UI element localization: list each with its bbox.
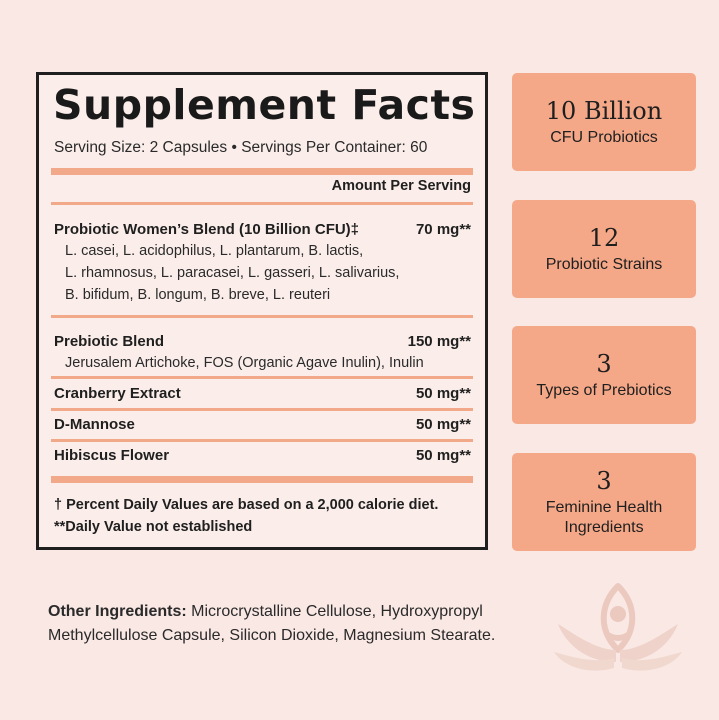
badge-number: 10 Billion bbox=[545, 97, 663, 125]
mannose-row bbox=[54, 416, 471, 433]
amount-header: Amount Per Serving bbox=[331, 178, 471, 194]
mannose-name: D-Mannose bbox=[54, 416, 135, 433]
badge-prebiotics bbox=[512, 326, 696, 424]
badge-label: Feminine Health Ingredients bbox=[545, 499, 663, 536]
divider-thick bbox=[51, 476, 473, 483]
hibiscus-amount: 50 mg** bbox=[415, 447, 471, 464]
footnote-not-established: **Daily Value not established bbox=[54, 519, 253, 535]
divider bbox=[51, 315, 473, 318]
badge-label: Types of Prebiotics bbox=[536, 382, 672, 399]
badge-label: Probiotic Strains bbox=[545, 256, 663, 273]
serving-info: Serving Size: 2 Capsules • Servings Per Container: 60 bbox=[54, 139, 428, 156]
prebiotic-row bbox=[54, 333, 471, 350]
badge-strains bbox=[512, 200, 696, 298]
lotus-icon bbox=[548, 578, 688, 678]
badge-number: 12 bbox=[588, 224, 620, 252]
probiotic-strains-1: L. casei, L. acidophilus, L. plantarum, B. lactis, bbox=[65, 243, 364, 259]
hibiscus-name: Hibiscus Flower bbox=[54, 447, 170, 464]
badge-number: 3 bbox=[596, 350, 612, 378]
divider-thick bbox=[51, 168, 473, 175]
prebiotic-detail: Jerusalem Artichoke, FOS (Organic Agave Inulin), Inulin bbox=[65, 355, 424, 371]
probiotic-strains-3: B. bifidum, B. longum, B. breve, L. reuteri bbox=[65, 287, 331, 303]
other-ingredients bbox=[48, 600, 528, 648]
prebiotic-amount: 150 mg** bbox=[407, 333, 471, 350]
other-ingredients-text: Microcrystalline Cellulose, Hydroxypropyl Methylcellulose Capsule, Silicon Dioxide, Magnesium Stearate. bbox=[48, 603, 496, 644]
probiotic-row bbox=[54, 221, 471, 238]
supplement-facts-panel bbox=[36, 72, 488, 550]
cranberry-name: Cranberry Extract bbox=[54, 385, 181, 402]
footnote-daily-values: † Percent Daily Values are based on a 2,000 calorie diet. bbox=[54, 497, 439, 513]
hibiscus-row bbox=[54, 447, 471, 464]
cranberry-row bbox=[54, 385, 471, 402]
mannose-amount: 50 mg** bbox=[415, 416, 471, 433]
divider bbox=[51, 376, 473, 379]
probiotic-strains-2: L. rhamnosus, L. paracasei, L. gasseri, L. salivarius, bbox=[65, 265, 400, 281]
prebiotic-name: Prebiotic Blend bbox=[54, 333, 165, 350]
cranberry-amount: 50 mg** bbox=[415, 385, 471, 402]
divider bbox=[51, 202, 473, 205]
badge-number: 3 bbox=[596, 467, 612, 495]
facts-title: Supplement Facts bbox=[53, 81, 476, 129]
badge-feminine-health bbox=[512, 453, 696, 551]
badge-cfu bbox=[512, 73, 696, 171]
probiotic-name: Probiotic Women’s Blend (10 Billion CFU)‡ bbox=[54, 221, 360, 238]
other-ingredients-heading: Other Ingredients: bbox=[48, 603, 187, 620]
badge-label: CFU Probiotics bbox=[550, 129, 658, 146]
probiotic-amount: 70 mg** bbox=[415, 221, 471, 238]
divider bbox=[51, 408, 473, 411]
divider bbox=[51, 439, 473, 442]
